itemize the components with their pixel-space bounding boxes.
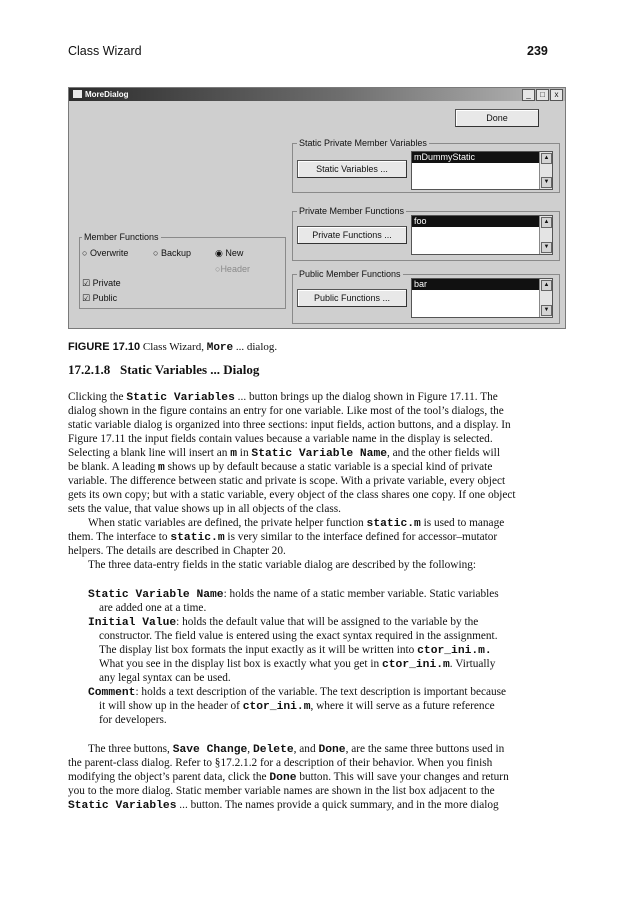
- scroll-down-icon[interactable]: ▼: [541, 242, 552, 253]
- static-variables-listbox[interactable]: [411, 151, 553, 190]
- radio-empty-icon: ○: [82, 248, 90, 258]
- text-line: helpers. The details are described in Chapter 20.: [68, 545, 286, 557]
- definition-term-line: Initial Value: holds the default value that will be assigned to the variable by the: [88, 616, 479, 629]
- section-title-code: Variables: [154, 362, 208, 377]
- list-item-selected[interactable]: bar: [412, 279, 539, 290]
- figure-number: FIGURE 17.10: [68, 341, 141, 353]
- scroll-up-icon[interactable]: ▲: [541, 217, 552, 228]
- list-item-selected[interactable]: foo: [412, 216, 539, 227]
- text-line: be blank. A leading m shows up by default because a static variable is a special kind of private: [68, 461, 493, 474]
- text-line: it will show up in the header of ctor_ini.m, where it will serve as a future reference: [99, 700, 495, 713]
- member-functions-label: Member Functions: [84, 232, 159, 242]
- radio-new[interactable]: [215, 248, 243, 259]
- text-line: are added one at a time.: [99, 602, 207, 614]
- public-functions-listbox[interactable]: [411, 278, 553, 318]
- maximize-button[interactable]: □: [536, 89, 549, 101]
- text-line: static variable dialog is organized into three sections: input fields, action buttons, and a display. In: [68, 419, 511, 431]
- private-functions-listbox[interactable]: [411, 215, 553, 255]
- running-header-chapter: Class Wizard: [68, 44, 142, 58]
- public-group-label: Public Member Functions: [299, 269, 401, 279]
- text-line: The three data-entry fields in the static variable dialog are described by the following:: [88, 559, 477, 571]
- radio-empty-icon: ○: [153, 248, 161, 258]
- static-group-label: Static Private Member Variables: [299, 138, 427, 148]
- radio-empty-icon: ○: [215, 264, 221, 274]
- caption-prefix: Class Wizard,: [142, 341, 204, 353]
- radio-selected-icon: ◉: [215, 248, 226, 258]
- section-title-pre: Static: [120, 362, 152, 377]
- text-line: The display list box formats the input exactly as it will be written into ctor_ini.m.: [99, 644, 492, 657]
- text-line: What you see in the display list box is exactly what you get in ctor_ini.m. Virtually: [99, 658, 496, 671]
- text-line: them. The interface to static.m is very similar to the interface defined for accessor–mutator: [68, 531, 498, 544]
- text-line: Selecting a blank line will insert an m in Static Variable Name, and the other fields will: [68, 447, 500, 460]
- dialog-title: MoreDialog: [85, 90, 129, 99]
- radio-overwrite[interactable]: [82, 248, 128, 258]
- text-line: Figure 17.11 the input fields contain values because a variable name in the display is selected.: [68, 433, 493, 445]
- private-group-label: Private Member Functions: [299, 206, 405, 216]
- radio-header-label: Header: [220, 264, 250, 274]
- radio-overwrite-label: Overwrite: [89, 248, 129, 258]
- checkbox-private[interactable]: [82, 278, 121, 289]
- text-line: gets its own copy; but with a static variable, every object of the class shares one copy. If one object: [68, 489, 516, 501]
- text-line: The three buttons, Save Change, Delete, and Done, are the same three buttons used in: [88, 743, 505, 756]
- scroll-up-icon[interactable]: ▲: [541, 280, 552, 291]
- text-line: modifying the object’s parent data, click the Done button. This will save your changes and return: [68, 771, 509, 784]
- static-variables-button[interactable]: Static Variables ...: [297, 160, 407, 178]
- section-title-post: ... Dialog: [210, 362, 260, 377]
- text-line: any legal syntax can be used.: [99, 672, 231, 684]
- dialog-titlebar: [69, 88, 565, 101]
- text-line: dialog shown in the figure contains an entry for one variable. Like most of the tool’s dialogs, the: [68, 405, 504, 417]
- text-line: the parent-class dialog. Refer to §17.2.1.2 for a description of their behavior. When you finish: [68, 757, 493, 769]
- text-line: variable. The difference between static and private is scope. With a private variable, every object: [68, 475, 506, 487]
- text-line: When static variables are defined, the private helper function static.m is used to manage: [88, 517, 505, 530]
- definition-term-line: Static Variable Name: holds the name of a static member variable. Static variables: [88, 588, 499, 601]
- scrollbar[interactable]: [539, 279, 552, 317]
- text-line: you to the more dialog. Static member variable names are shown in the list box adjacent to the: [68, 785, 495, 797]
- scrollbar[interactable]: [539, 216, 552, 254]
- text-line: Static Variables ... button. The names provide a quick summary, and in the more dialog: [68, 799, 499, 812]
- definition-term-line: Comment: holds a text description of the variable. The text description is important because: [88, 686, 507, 699]
- radio-header[interactable]: [215, 264, 250, 274]
- text-line: constructor. The field value is entered using the exact syntax required in the assignment.: [99, 630, 498, 642]
- minimize-button[interactable]: _: [522, 89, 535, 101]
- checkbox-public-label: Public: [92, 293, 118, 303]
- radio-backup[interactable]: [153, 248, 191, 258]
- checkbox-private-label: Private: [92, 278, 121, 288]
- scroll-down-icon[interactable]: ▼: [541, 177, 552, 188]
- checkbox-checked-icon: ☑: [82, 278, 93, 288]
- scroll-down-icon[interactable]: ▼: [541, 305, 552, 316]
- caption-code: More: [206, 342, 234, 354]
- page-number: 239: [527, 44, 548, 58]
- text-line: Clicking the Static Variables ... button brings up the dialog shown in Figure 17.11. The: [68, 391, 498, 404]
- done-button[interactable]: Done: [455, 109, 539, 127]
- more-dialog-window: [68, 87, 566, 329]
- window-app-icon: [73, 90, 82, 98]
- checkbox-public[interactable]: [82, 293, 117, 304]
- scrollbar[interactable]: [539, 152, 552, 189]
- list-item-selected[interactable]: mDummyStatic: [412, 152, 539, 163]
- caption-suffix: ... dialog.: [235, 341, 278, 353]
- private-functions-button[interactable]: Private Functions ...: [297, 226, 407, 244]
- section-number: 17.2.1.8: [68, 362, 111, 377]
- figure-caption: [68, 341, 277, 354]
- close-button[interactable]: x: [550, 89, 563, 101]
- text-line: for developers.: [99, 714, 167, 726]
- text-line: sets the value, that value shows up in all objects of the class.: [68, 503, 341, 515]
- checkbox-checked-icon: ☑: [82, 293, 93, 303]
- radio-new-label: New: [225, 248, 244, 258]
- scroll-up-icon[interactable]: ▲: [541, 153, 552, 164]
- public-functions-button[interactable]: Public Functions ...: [297, 289, 407, 307]
- section-heading: [68, 362, 259, 378]
- radio-backup-label: Backup: [160, 248, 191, 258]
